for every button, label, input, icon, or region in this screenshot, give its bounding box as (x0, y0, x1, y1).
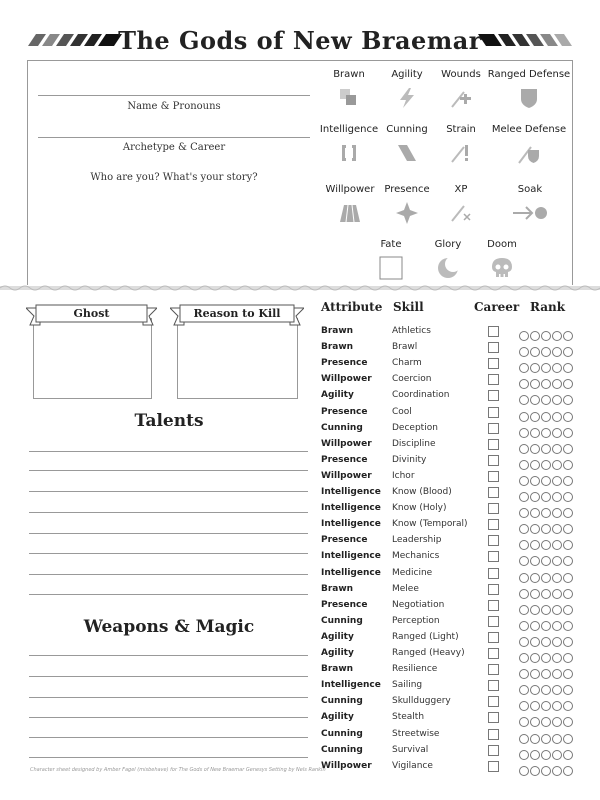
attribute-cell: Presence (321, 454, 368, 465)
rank-circles (519, 761, 574, 772)
attribute-cell: Willpower (321, 438, 372, 449)
footer-credit: Character sheet designed by Amber Fagel (misbehave) for The Gods of New Braemar Genesys Setting by Nels Rankin (30, 767, 326, 773)
career-checkbox[interactable] (488, 600, 499, 611)
reason-box[interactable] (177, 318, 298, 399)
rank-circles (519, 326, 574, 337)
career-checkbox[interactable] (488, 761, 499, 772)
skill-cell: Know (Holy) (392, 503, 447, 514)
skill-cell: Streetwise (392, 728, 440, 739)
rank-circles (519, 616, 574, 627)
writing-line[interactable] (29, 470, 308, 471)
writing-line[interactable] (29, 574, 308, 575)
stat-brawn[interactable] (322, 69, 376, 110)
rank-circle[interactable] (563, 766, 573, 776)
writing-line[interactable] (29, 717, 308, 718)
stat-label: Doom (487, 239, 517, 250)
writing-line[interactable] (29, 553, 308, 554)
writing-line[interactable] (29, 737, 308, 738)
skill-cell: Survival (392, 744, 429, 755)
rank-circles (519, 600, 574, 611)
xp-icon (449, 201, 473, 225)
rank-circles (519, 632, 574, 643)
table-row (320, 517, 580, 533)
stat-label: Melee Defense (491, 124, 567, 135)
table-row (320, 727, 580, 743)
stat-label: Agility (391, 69, 423, 80)
skill-cell: Athletics (392, 326, 431, 336)
sword-shield-icon (517, 141, 541, 165)
skill-cell: Skullduggery (392, 696, 451, 707)
attribute-header: Attribute (321, 300, 383, 314)
rank-circle[interactable] (552, 766, 562, 776)
career-header: Career (474, 300, 520, 314)
career-checkbox[interactable] (488, 745, 499, 756)
stat-xp[interactable] (434, 184, 488, 225)
skill-cell: Mechanics (392, 551, 440, 562)
attribute-cell: Brawn (321, 326, 354, 336)
weapons-heading: Weapons & Magic (83, 617, 255, 637)
rank-circles (519, 729, 574, 740)
attribute-cell: Willpower (321, 760, 372, 771)
skill-cell: Coercion (392, 374, 432, 385)
table-row (320, 437, 580, 453)
attribute-cell: Intelligence (321, 567, 381, 578)
skill-cell: Resilience (392, 664, 438, 675)
talents-heading: Talents (134, 411, 204, 431)
stat-wounds[interactable] (434, 69, 488, 110)
rank-circles (519, 342, 574, 353)
career-checkbox[interactable] (488, 519, 499, 530)
career-checkbox[interactable] (488, 358, 499, 369)
skull-icon (490, 256, 514, 280)
page-title: The Gods of New Braemar (118, 26, 482, 55)
stat-willpower[interactable] (320, 184, 380, 225)
arrow-ball-icon (512, 201, 548, 225)
table-row (320, 340, 580, 356)
rope-ornament-right-icon (478, 32, 572, 48)
table-row (320, 598, 580, 614)
stat-label: Cunning (386, 124, 428, 135)
archetype-label: Archetype & Career (122, 142, 226, 153)
archetype-line[interactable] (38, 137, 310, 138)
stat-ranged-defense[interactable] (486, 69, 572, 110)
skill-cell: Medicine (392, 567, 433, 578)
rank-circles (519, 487, 574, 498)
skill-cell: Deception (392, 422, 438, 433)
stat-label: Strain (446, 124, 476, 135)
table-row (320, 324, 580, 340)
skill-cell: Sailing (392, 680, 423, 691)
career-checkbox[interactable] (488, 423, 499, 434)
career-checkbox[interactable] (488, 535, 499, 546)
strain-icon (449, 141, 473, 165)
stat-fate[interactable] (370, 239, 412, 280)
moon-icon (436, 256, 460, 280)
attribute-cell: Cunning (321, 615, 363, 626)
rank-circles (519, 358, 574, 369)
rank-circles (519, 551, 574, 562)
skill-cell: Ichor (392, 470, 415, 481)
writing-line[interactable] (29, 757, 308, 758)
career-checkbox[interactable] (488, 439, 499, 450)
attribute-cell: Agility (321, 712, 354, 723)
name-label: Name & Pronouns (127, 101, 221, 112)
stat-label: Brawn (333, 69, 365, 80)
rank-circles (519, 455, 574, 466)
table-row (320, 694, 580, 710)
table-row (320, 743, 580, 759)
skill-cell: Know (Blood) (392, 487, 452, 497)
stat-label: Wounds (441, 69, 481, 80)
attribute-cell: Cunning (321, 422, 363, 433)
table-row (320, 582, 580, 598)
section-divider (0, 284, 600, 292)
table-row (320, 405, 580, 421)
skill-cell: Ranged (Light) (392, 631, 459, 642)
writing-line[interactable] (29, 512, 308, 513)
rank-circles (519, 390, 574, 401)
stat-strain[interactable] (434, 124, 488, 165)
attribute-cell: Cunning (321, 728, 363, 739)
attribute-cell: Presence (321, 406, 368, 417)
rank-circles (519, 584, 574, 595)
stat-label: XP (454, 184, 468, 195)
table-row (320, 372, 580, 388)
career-checkbox[interactable] (488, 326, 499, 337)
career-checkbox[interactable] (488, 696, 499, 707)
rank-circles (519, 712, 574, 723)
rank-circle[interactable] (519, 766, 529, 776)
writing-line[interactable] (29, 491, 308, 492)
rank-circles (519, 568, 574, 579)
attribute-cell: Intelligence (321, 551, 381, 562)
stat-doom[interactable] (480, 239, 524, 280)
rank-circles (519, 503, 574, 514)
career-checkbox[interactable] (488, 729, 499, 740)
writing-line[interactable] (29, 697, 308, 698)
career-checkbox[interactable] (488, 471, 499, 482)
stat-presence[interactable] (380, 184, 434, 225)
stat-glory[interactable] (426, 239, 470, 280)
willpower-icon (338, 201, 362, 225)
rank-circles (519, 680, 574, 691)
attribute-cell: Agility (321, 648, 354, 658)
rank-circles (519, 423, 574, 434)
stat-melee-defense[interactable] (486, 124, 572, 165)
skill-cell: Coordination (392, 390, 450, 401)
stat-label: Ranged Defense (487, 69, 571, 80)
attribute-cell: Agility (321, 390, 354, 401)
shield-icon (517, 86, 541, 110)
table-row (320, 421, 580, 437)
skill-cell: Leadership (392, 535, 442, 546)
attribute-cell: Willpower (321, 374, 372, 385)
wounds-icon (449, 86, 473, 110)
rank-circle[interactable] (541, 766, 551, 776)
star-icon (395, 201, 419, 225)
rank-circles (519, 519, 574, 530)
career-checkbox[interactable] (488, 584, 499, 595)
stat-label: Soak (517, 184, 543, 195)
page-header (0, 0, 600, 60)
skill-cell: Negotiation (392, 599, 445, 610)
table-row (320, 566, 580, 582)
ghost-banner (26, 303, 157, 329)
skill-cell: Cool (392, 406, 412, 417)
career-checkbox[interactable] (488, 712, 499, 723)
table-row (320, 356, 580, 372)
attribute-cell: Agility (321, 631, 354, 642)
attribute-cell: Willpower (321, 470, 372, 481)
rank-circles (519, 535, 574, 546)
attribute-cell: Presence (321, 599, 368, 610)
rank-circles (519, 374, 574, 385)
stat-label: Intelligence (319, 124, 379, 135)
stat-agility[interactable] (380, 69, 434, 110)
stat-cunning[interactable] (380, 124, 434, 165)
table-row (320, 630, 580, 646)
skill-cell: Charm (392, 358, 422, 369)
skill-cell: Stealth (392, 712, 425, 723)
career-checkbox[interactable] (488, 648, 499, 659)
career-checkbox[interactable] (488, 487, 499, 498)
name-line[interactable] (38, 95, 310, 96)
rank-circles (519, 696, 574, 707)
reason-banner (170, 303, 304, 329)
rank-header: Rank (530, 300, 566, 314)
rank-circles (519, 439, 574, 450)
skill-header: Skill (393, 300, 424, 314)
table-row (320, 549, 580, 565)
ghost-title: Ghost (73, 307, 110, 320)
writing-line[interactable] (29, 594, 308, 595)
stat-label: Presence (384, 184, 430, 195)
career-checkbox[interactable] (488, 616, 499, 627)
career-checkbox[interactable] (488, 342, 499, 353)
brawn-icon (337, 86, 361, 110)
table-row (320, 614, 580, 630)
career-checkbox[interactable] (488, 632, 499, 643)
ghost-box[interactable] (33, 318, 152, 399)
attribute-cell: Cunning (321, 696, 363, 707)
table-row (320, 678, 580, 694)
career-checkbox[interactable] (488, 551, 499, 562)
table-row (320, 662, 580, 678)
cunning-icon (395, 141, 419, 165)
writing-line[interactable] (29, 533, 308, 534)
brackets-icon (337, 141, 361, 165)
table-row (320, 646, 580, 662)
attribute-cell: Presence (321, 358, 368, 369)
rank-circles (519, 648, 574, 659)
rank-circles (519, 664, 574, 675)
skill-cell: Discipline (392, 438, 436, 449)
rank-circles (519, 407, 574, 418)
table-row (320, 501, 580, 517)
skill-cell: Melee (392, 583, 419, 594)
table-row (320, 710, 580, 726)
story-label: Who are you? What's your story? (90, 172, 258, 183)
writing-line[interactable] (29, 676, 308, 677)
rank-circles (519, 471, 574, 482)
stat-intelligence[interactable] (318, 124, 380, 165)
table-row (320, 388, 580, 404)
table-row (320, 469, 580, 485)
attribute-cell: Brawn (321, 583, 354, 594)
stat-label: Fate (380, 239, 402, 250)
attribute-cell: Intelligence (321, 519, 381, 530)
attribute-cell: Intelligence (321, 503, 381, 514)
skill-cell: Ranged (Heavy) (392, 648, 465, 658)
table-row (320, 533, 580, 549)
attribute-cell: Presence (321, 535, 368, 546)
skill-cell: Brawl (392, 342, 418, 353)
reason-title: Reason to Kill (193, 307, 281, 320)
attribute-cell: Cunning (321, 744, 363, 755)
stat-label: Willpower (325, 184, 375, 195)
stat-label: Glory (434, 239, 462, 250)
skill-cell: Vigilance (392, 760, 433, 771)
attribute-cell: Intelligence (321, 680, 381, 691)
attribute-cell: Brawn (321, 342, 354, 353)
lightning-icon (395, 86, 419, 110)
fate-box-icon (379, 256, 403, 280)
attribute-cell: Brawn (321, 664, 354, 675)
writing-line[interactable] (29, 655, 308, 656)
skill-cell: Perception (392, 615, 440, 626)
rank-circles (519, 745, 574, 756)
table-row (320, 453, 580, 469)
career-checkbox[interactable] (488, 455, 499, 466)
rank-circle[interactable] (530, 766, 540, 776)
skill-cell: Know (Temporal) (392, 519, 468, 530)
attribute-cell: Intelligence (321, 487, 381, 497)
career-checkbox[interactable] (488, 390, 499, 401)
career-checkbox[interactable] (488, 568, 499, 579)
career-checkbox[interactable] (488, 374, 499, 385)
career-checkbox[interactable] (488, 407, 499, 418)
career-checkbox[interactable] (488, 503, 499, 514)
career-checkbox[interactable] (488, 680, 499, 691)
table-row (320, 759, 580, 775)
writing-line[interactable] (29, 451, 308, 452)
stat-soak[interactable] (500, 184, 560, 225)
skill-cell: Divinity (392, 454, 427, 465)
career-checkbox[interactable] (488, 664, 499, 675)
table-row (320, 485, 580, 501)
